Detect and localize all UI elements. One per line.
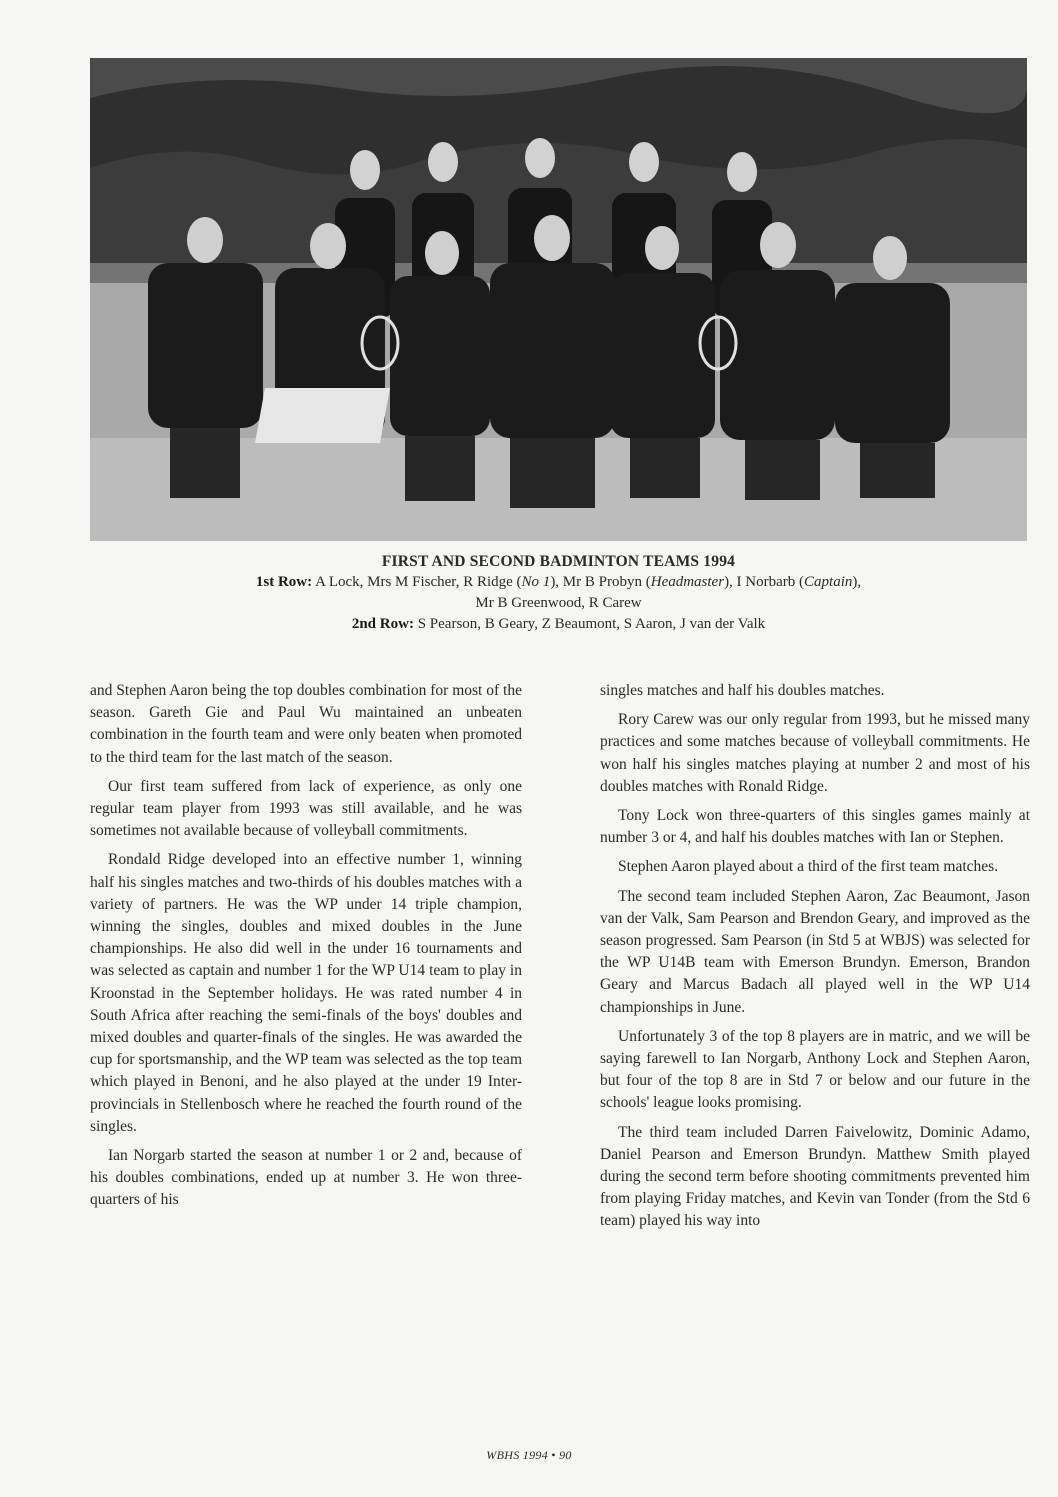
paragraph: Tony Lock won three-quarters of this singles games mainly at number 3 or 4, and half his doubles matches with Ian or Stephen. [600,807,1030,847]
paragraph: Unfortunately 3 of the top 8 players are in matric, and we will be saying farewell to Ian Norgarb, Anthony Lock and Stephen Aaron, but four of the top 8 are in Std 7 or below and our future in the schools' league looks promising. [600,1027,1030,1112]
row1-note-b: Headmaster [650,574,725,590]
paragraph: The third team included Darren Faivelowitz, Dominic Adamo, Daniel Pearson and Emerson Brundyn. Matthew Smith played during the second term before shooting commitments prevented him from playing Friday matches, and Kevin van Tonder (from the Std 6 team) played his way into [600,1123,1030,1230]
right-column [600,680,1030,1240]
paragraph: Rondald Ridge developed into an effective number 1, winning half his singles matches and two-thirds of his doubles matches with a variety of partners. He was the WP under 14 triple champion, winning the singles, doubles and mixed doubles in the June championships. He also did well in the under 16 tournaments and was selected as captain and number 1 for the WP U14 team to play in Kroonstad in the September holidays. He was rated number 4 in South Africa after reaching the semi-finals of the boys' doubles and mixed doubles and quarter-finals of the singles. He was awarded the cup for sportsmanship, and the WP team was selected as the top team which played in Benoni, and he also played at the under 19 Inter-provincials in Stellenbosch where he reached the fourth round of the singles. [90,851,522,1135]
photo-caption [90,551,1027,635]
row1-note-c: Captain [804,574,853,590]
row1-names-d: ), [852,574,862,590]
row1-note-a: No 1 [521,574,551,590]
team-photo [90,58,1027,541]
page-footer: WBHS 1994 • 90 [486,1448,572,1462]
row2-names: S Pearson, B Geary, Z Beaumont, S Aaron, J van der Valk [417,616,766,632]
row1-names-c: ), I Norbarb ( [724,574,805,590]
paragraph: Rory Carew was our only regular from 1993, but he missed many practices and some matches because of volleyball commitments. He won half his singles matches playing at number 2 and most of his doubles matches with Ronald Ridge. [600,711,1030,795]
paragraph: Ian Norgarb started the season at number 1 or 2 and, because of his doubles combinations, ended up at number 3. He won three-quarters of his [90,1147,522,1209]
row1-names-b: ), Mr B Probyn ( [550,574,651,590]
row1-names-a: A Lock, Mrs M Fischer, R Ridge ( [315,574,522,590]
paragraph: The second team included Stephen Aaron, Zac Beaumont, Jason van der Valk, Sam Pearson and Brendon Geary, and improved as the season progressed. Sam Pearson (in Std 5 at WBJS) was selected for the WP U14B team with Emerson Brundyn. Emerson, Brandon Geary and Marcus Badach all played well in the WP U14 championships in June. [600,887,1030,1016]
caption-row1 [90,572,1027,593]
caption-title: FIRST AND SECOND BADMINTON TEAMS 1994 [381,553,736,570]
left-column [90,680,522,1219]
row2-label: 2nd Row: [351,616,414,632]
team-photo-illustration [90,58,1027,541]
paragraph: and Stephen Aaron being the top doubles combination for most of the season. Gareth Gie and Paul Wu maintained an unbeaten combination in the fourth team and were only beaten when promoted to the third team for the last match of the season. [90,682,522,766]
caption-row2 [90,614,1027,635]
paragraph: singles matches and half his doubles matches. [600,682,885,699]
paragraph: Our first team suffered from lack of experience, as only one regular team player from 1993 was still available, and he was sometimes not available because of volleyball commitments. [90,777,522,840]
paragraph: Stephen Aaron played about a third of the first team matches. [618,858,999,876]
caption-row1-line2: Mr B Greenwood, R Carew [475,595,642,611]
row1-label: 1st Row: [255,574,313,590]
